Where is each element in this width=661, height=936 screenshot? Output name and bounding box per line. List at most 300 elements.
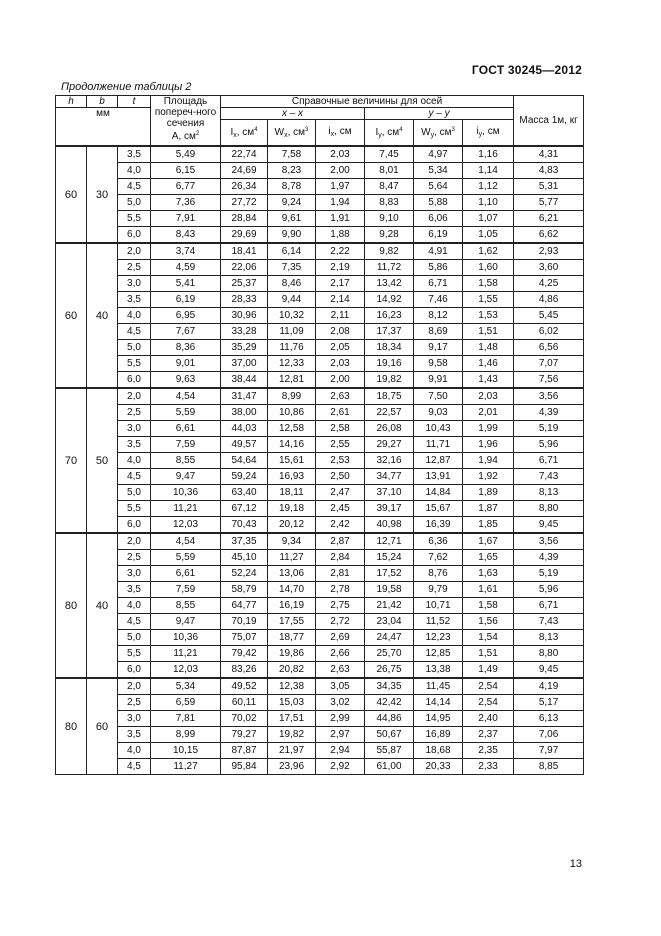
table-cell: 27,72 [221, 195, 268, 211]
table-cell: 11,71 [414, 437, 463, 453]
table-cell: 12,87 [414, 453, 463, 469]
table-cell: 6,14 [268, 243, 316, 260]
table-cell: 2,19 [316, 260, 365, 276]
table-cell: 14,16 [268, 437, 316, 453]
table-cell: 2,54 [463, 695, 514, 711]
table-cell: 18,77 [268, 630, 316, 646]
table-cell: 1,12 [463, 179, 514, 195]
table-cell: 19,82 [268, 727, 316, 743]
table-cell: 13,91 [414, 469, 463, 485]
table-cell: 5,64 [414, 179, 463, 195]
table-cell: 23,96 [268, 759, 316, 775]
table-cell: 2,5 [118, 695, 151, 711]
table-cell: 13,38 [414, 662, 463, 679]
table-cell: 7,35 [268, 260, 316, 276]
table-row [56, 421, 584, 437]
table-cell: 1,14 [463, 163, 514, 179]
table-cell: 3,56 [514, 388, 584, 405]
table-cell: 7,07 [514, 356, 584, 372]
table-cell: 10,43 [414, 421, 463, 437]
table-cell: 4,5 [118, 614, 151, 630]
table-cell: 11,45 [414, 678, 463, 695]
table-row [56, 695, 584, 711]
table-body [56, 146, 584, 775]
table-cell: 8,46 [268, 276, 316, 292]
table-cell: 4,0 [118, 743, 151, 759]
table-cell: 9,24 [268, 195, 316, 211]
table-cell: 3,0 [118, 711, 151, 727]
header-Wx: $W_x$, $см^3$ [268, 120, 316, 147]
table-cell: 87,87 [221, 743, 268, 759]
table-row [56, 614, 584, 630]
table-cell: 10,86 [268, 405, 316, 421]
table-cell: 2,63 [316, 388, 365, 405]
table-cell: 2,00 [316, 163, 365, 179]
table-cell: 2,5 [118, 260, 151, 276]
table-cell: 5,17 [514, 695, 584, 711]
table-cell: 11,21 [151, 501, 221, 517]
table-cell: 23,04 [365, 614, 414, 630]
table-cell: 1,61 [463, 582, 514, 598]
table-cell: 2,97 [316, 727, 365, 743]
table-cell: 12,23 [414, 630, 463, 646]
table-cell: 2,33 [463, 759, 514, 775]
table-cell: 6,21 [514, 211, 584, 227]
table-row [56, 727, 584, 743]
table-cell: 9,47 [151, 469, 221, 485]
table-cell: 6,0 [118, 227, 151, 244]
table-cell: 37,35 [221, 533, 268, 550]
table-cell: 4,19 [514, 678, 584, 695]
table-cell: 12,33 [268, 356, 316, 372]
table-cell: 5,0 [118, 195, 151, 211]
table-cell: 26,08 [365, 421, 414, 437]
table-cell: 54,64 [221, 453, 268, 469]
table-cell: 12,03 [151, 662, 221, 679]
table-cell: 8,13 [514, 630, 584, 646]
table-cell: 4,39 [514, 550, 584, 566]
table-cell: 6,36 [414, 533, 463, 550]
group-b-cell: 50 [87, 388, 118, 533]
header-Wy: $W_y$, $см^3$ [414, 120, 463, 147]
table-cell: 1,99 [463, 421, 514, 437]
table-cell: 44,03 [221, 421, 268, 437]
table-cell: 8,99 [268, 388, 316, 405]
table-cell: 9,03 [414, 405, 463, 421]
table-cell: 7,58 [268, 146, 316, 163]
table-cell: 58,79 [221, 582, 268, 598]
header-Iy: $I_y$, $см^4$ [365, 120, 414, 147]
table-cell: 2,94 [316, 743, 365, 759]
table-row [56, 227, 584, 244]
table-row [56, 243, 584, 260]
table-cell: 1,53 [463, 308, 514, 324]
table-cell: 2,37 [463, 727, 514, 743]
table-header [56, 96, 584, 147]
table-cell: 3,56 [514, 533, 584, 550]
table-cell: 37,00 [221, 356, 268, 372]
table-cell: 4,5 [118, 469, 151, 485]
table-row [56, 501, 584, 517]
table-cell: 1,43 [463, 372, 514, 389]
table-row [56, 179, 584, 195]
table-cell: 1,88 [316, 227, 365, 244]
table-cell: 6,19 [151, 292, 221, 308]
table-cell: 9,61 [268, 211, 316, 227]
table-row [56, 711, 584, 727]
table-cell: 6,13 [514, 711, 584, 727]
table-cell: 19,86 [268, 646, 316, 662]
table-cell: 1,49 [463, 662, 514, 679]
table-cell: 1,87 [463, 501, 514, 517]
table-cell: 2,92 [316, 759, 365, 775]
table-cell: 1,56 [463, 614, 514, 630]
table-cell: 10,32 [268, 308, 316, 324]
table-cell: 10,15 [151, 743, 221, 759]
table-cell: 13,42 [365, 276, 414, 292]
table-row [56, 340, 584, 356]
table-cell: 4,54 [151, 533, 221, 550]
group-h-cell: 70 [56, 388, 87, 533]
table-cell: 5,96 [514, 582, 584, 598]
header-units-mm: мм [56, 108, 151, 147]
table-cell: 33,28 [221, 324, 268, 340]
table-cell: 4,39 [514, 405, 584, 421]
table-row [56, 743, 584, 759]
profile-properties-table [55, 95, 584, 775]
table-cell: 8,83 [365, 195, 414, 211]
table-cell: 7,59 [151, 437, 221, 453]
table-cell: 8,43 [151, 227, 221, 244]
header-area: Площадь попереч-ного сечения A, $см^2$ [151, 96, 221, 147]
table-cell: 8,23 [268, 163, 316, 179]
table-cell: 5,34 [414, 163, 463, 179]
table-cell: 6,56 [514, 340, 584, 356]
table-row [56, 260, 584, 276]
table-cell: 11,21 [151, 646, 221, 662]
table-cell: 3,74 [151, 243, 221, 260]
table-cell: 6,61 [151, 566, 221, 582]
table-row [56, 388, 584, 405]
table-cell: 1,94 [316, 195, 365, 211]
table-cell: 2,0 [118, 243, 151, 260]
table-cell: 1,94 [463, 453, 514, 469]
table-cell: 4,0 [118, 453, 151, 469]
table-cell: 4,86 [514, 292, 584, 308]
table-cell: 19,58 [365, 582, 414, 598]
table-cell: 6,0 [118, 517, 151, 534]
table-cell: 5,31 [514, 179, 584, 195]
table-cell: 2,87 [316, 533, 365, 550]
table-cell: 1,10 [463, 195, 514, 211]
table-cell: 52,24 [221, 566, 268, 582]
table-cell: 2,58 [316, 421, 365, 437]
table-cell: 1,91 [316, 211, 365, 227]
table-cell: 5,5 [118, 356, 151, 372]
table-cell: 70,19 [221, 614, 268, 630]
header-axis-x: x – x [221, 108, 365, 120]
table-row [56, 759, 584, 775]
table-cell: 1,55 [463, 292, 514, 308]
table-cell: 4,5 [118, 759, 151, 775]
table-cell: 14,95 [414, 711, 463, 727]
table-cell: 9,90 [268, 227, 316, 244]
table-cell: 2,01 [463, 405, 514, 421]
table-cell: 11,09 [268, 324, 316, 340]
table-cell: 2,45 [316, 501, 365, 517]
table-cell: 95,84 [221, 759, 268, 775]
table-cell: 12,71 [365, 533, 414, 550]
table-cell: 4,54 [151, 388, 221, 405]
table-cell: 12,03 [151, 517, 221, 534]
table-cell: 18,68 [414, 743, 463, 759]
table-cell: 1,63 [463, 566, 514, 582]
table-cell: 9,10 [365, 211, 414, 227]
table-cell: 6,77 [151, 179, 221, 195]
table-cell: 8,76 [414, 566, 463, 582]
table-cell: 55,87 [365, 743, 414, 759]
table-cell: 60,11 [221, 695, 268, 711]
table-cell: 6,0 [118, 372, 151, 389]
table-cell: 6,95 [151, 308, 221, 324]
table-cell: 5,0 [118, 340, 151, 356]
table-cell: 2,78 [316, 582, 365, 598]
table-cell: 5,5 [118, 211, 151, 227]
header-iy: $i_y$, см [463, 120, 514, 147]
table-cell: 4,97 [414, 146, 463, 163]
group-b-cell: 30 [87, 146, 118, 243]
table-row [56, 630, 584, 646]
table-row [56, 308, 584, 324]
table-cell: 10,71 [414, 598, 463, 614]
table-cell: 5,19 [514, 566, 584, 582]
table-cell: 1,89 [463, 485, 514, 501]
table-cell: 3,02 [316, 695, 365, 711]
table-cell: 9,58 [414, 356, 463, 372]
table-cell: 5,19 [514, 421, 584, 437]
table-cell: 29,27 [365, 437, 414, 453]
table-cell: 5,77 [514, 195, 584, 211]
table-cell: 5,59 [151, 405, 221, 421]
table-cell: 6,02 [514, 324, 584, 340]
table-cell: 18,11 [268, 485, 316, 501]
table-cell: 9,79 [414, 582, 463, 598]
table-cell: 2,40 [463, 711, 514, 727]
table-row [56, 437, 584, 453]
table-cell: 8,01 [365, 163, 414, 179]
table-cell: 1,46 [463, 356, 514, 372]
table-cell: 2,03 [316, 356, 365, 372]
table-cell: 2,17 [316, 276, 365, 292]
header-h: h [56, 96, 87, 108]
table-row [56, 517, 584, 534]
table-cell: 6,59 [151, 695, 221, 711]
table-cell: 5,41 [151, 276, 221, 292]
table-cell: 9,63 [151, 372, 221, 389]
table-cell: 7,56 [514, 372, 584, 389]
group-h-cell: 60 [56, 243, 87, 388]
table-cell: 25,70 [365, 646, 414, 662]
table-cell: 22,74 [221, 146, 268, 163]
table-cell: 1,96 [463, 437, 514, 453]
table-cell: 2,55 [316, 437, 365, 453]
table-cell: 5,5 [118, 646, 151, 662]
table-row [56, 324, 584, 340]
table-cell: 7,43 [514, 469, 584, 485]
table-cell: 19,16 [365, 356, 414, 372]
table-cell: 12,38 [268, 678, 316, 695]
table-row [56, 550, 584, 566]
table-cell: 3,0 [118, 421, 151, 437]
table-cell: 4,25 [514, 276, 584, 292]
table-cell: 6,15 [151, 163, 221, 179]
table-cell: 2,84 [316, 550, 365, 566]
table-cell: 15,61 [268, 453, 316, 469]
table-cell: 5,0 [118, 485, 151, 501]
table-row [56, 146, 584, 163]
table-cell: 17,55 [268, 614, 316, 630]
table-cell: 4,0 [118, 163, 151, 179]
table-cell: 28,84 [221, 211, 268, 227]
table-cell: 22,06 [221, 260, 268, 276]
table-cell: 4,91 [414, 243, 463, 260]
table-cell: 28,33 [221, 292, 268, 308]
table-cell: 8,69 [414, 324, 463, 340]
table-cell: 2,53 [316, 453, 365, 469]
table-cell: 6,71 [514, 453, 584, 469]
table-cell: 8,47 [365, 179, 414, 195]
table-row [56, 163, 584, 179]
table-cell: 34,77 [365, 469, 414, 485]
table-cell: 11,52 [414, 614, 463, 630]
table-row [56, 453, 584, 469]
table-cell: 7,91 [151, 211, 221, 227]
table-cell: 79,42 [221, 646, 268, 662]
table-cell: 75,07 [221, 630, 268, 646]
table-cell: 12,81 [268, 372, 316, 389]
table-cell: 8,85 [514, 759, 584, 775]
table-cell: 15,24 [365, 550, 414, 566]
table-cell: 22,57 [365, 405, 414, 421]
table-cell: 3,5 [118, 727, 151, 743]
table-row [56, 276, 584, 292]
header-reference-values: Справочные величины для осей [221, 96, 514, 108]
table-cell: 2,61 [316, 405, 365, 421]
table-cell: 4,5 [118, 324, 151, 340]
table-cell: 16,23 [365, 308, 414, 324]
table-cell: 2,00 [316, 372, 365, 389]
table-cell: 1,16 [463, 146, 514, 163]
table-row [56, 582, 584, 598]
table-cell: 2,05 [316, 340, 365, 356]
table-cell: 4,0 [118, 598, 151, 614]
table-cell: 1,60 [463, 260, 514, 276]
table-cell: 5,0 [118, 630, 151, 646]
table-cell: 1,97 [316, 179, 365, 195]
table-cell: 5,5 [118, 501, 151, 517]
table-cell: 1,92 [463, 469, 514, 485]
table-cell: 7,43 [514, 614, 584, 630]
header-b: b [87, 96, 118, 108]
table-cell: 7,67 [151, 324, 221, 340]
table-cell: 7,59 [151, 582, 221, 598]
table-cell: 3,05 [316, 678, 365, 695]
table-cell: 14,92 [365, 292, 414, 308]
table-cell: 3,0 [118, 566, 151, 582]
table-cell: 2,42 [316, 517, 365, 534]
table-cell: 59,24 [221, 469, 268, 485]
table-cell: 5,96 [514, 437, 584, 453]
table-cell: 14,14 [414, 695, 463, 711]
table-cell: 40,98 [365, 517, 414, 534]
table-cell: 26,75 [365, 662, 414, 679]
table-cell: 21,42 [365, 598, 414, 614]
table-cell: 8,36 [151, 340, 221, 356]
table-cell: 10,36 [151, 485, 221, 501]
table-cell: 7,50 [414, 388, 463, 405]
table-cell: 32,16 [365, 453, 414, 469]
table-cell: 6,06 [414, 211, 463, 227]
table-cell: 64,77 [221, 598, 268, 614]
table-cell: 49,57 [221, 437, 268, 453]
table-cell: 2,0 [118, 533, 151, 550]
header-Ix: $I_x$, $см^4$ [221, 120, 268, 147]
table-cell: 17,52 [365, 566, 414, 582]
table-cell: 17,51 [268, 711, 316, 727]
table-cell: 67,12 [221, 501, 268, 517]
table-cell: 19,18 [268, 501, 316, 517]
table-cell: 29,69 [221, 227, 268, 244]
header-axis-y: y – y [365, 108, 514, 120]
table-cell: 8,13 [514, 485, 584, 501]
table-row [56, 598, 584, 614]
table-cell: 6,71 [514, 598, 584, 614]
table-cell: 18,41 [221, 243, 268, 260]
table-cell: 34,35 [365, 678, 414, 695]
table-cell: 1,48 [463, 340, 514, 356]
table-cell: 7,62 [414, 550, 463, 566]
table-cell: 31,47 [221, 388, 268, 405]
table-cell: 24,47 [365, 630, 414, 646]
table-cell: 2,72 [316, 614, 365, 630]
table-cell: 2,03 [463, 388, 514, 405]
table-cell: 11,27 [268, 550, 316, 566]
group-h-cell: 60 [56, 146, 87, 243]
table-cell: 7,81 [151, 711, 221, 727]
table-cell: 6,0 [118, 662, 151, 679]
table-cell: 9,45 [514, 517, 584, 534]
table-cell: 6,71 [414, 276, 463, 292]
table-cell: 14,70 [268, 582, 316, 598]
table-cell: 35,29 [221, 340, 268, 356]
table-cell: 1,51 [463, 324, 514, 340]
table-row [56, 195, 584, 211]
table-cell: 7,97 [514, 743, 584, 759]
table-cell: 63,40 [221, 485, 268, 501]
table-cell: 5,59 [151, 550, 221, 566]
table-cell: 5,88 [414, 195, 463, 211]
table-cell: 5,49 [151, 146, 221, 163]
table-row [56, 662, 584, 679]
group-b-cell: 40 [87, 243, 118, 388]
table-cell: 79,27 [221, 727, 268, 743]
table-cell: 4,5 [118, 179, 151, 195]
table-cell: 2,0 [118, 678, 151, 695]
table-cell: 20,82 [268, 662, 316, 679]
table-cell: 7,36 [151, 195, 221, 211]
table-continuation-caption: Продолжение таблицы 2 [61, 81, 192, 93]
table-cell: 2,35 [463, 743, 514, 759]
